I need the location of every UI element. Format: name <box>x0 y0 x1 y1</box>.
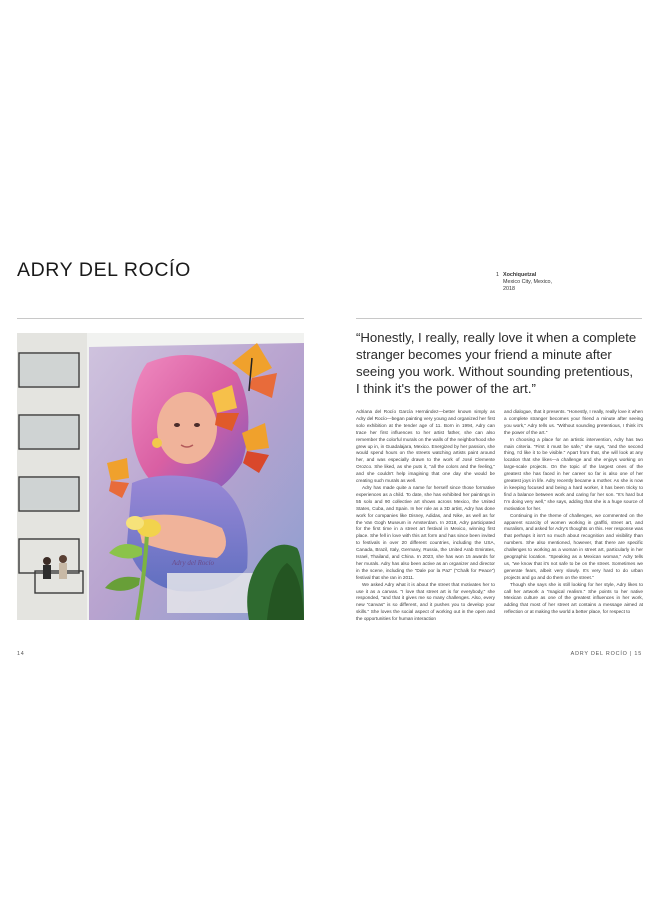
quote-line: I think it's the power of the art.” <box>356 381 536 396</box>
quote-line: “Honestly, I really, really love it when a complete <box>356 330 637 345</box>
body-column-1 <box>356 409 495 625</box>
artist-title: ADRY DEL ROCÍO <box>17 259 191 281</box>
pull-quote <box>356 329 642 397</box>
mural-photo <box>17 333 304 620</box>
caption-location: Mexico City, Mexico, <box>503 279 553 285</box>
running-footer-right: ADRY DEL ROCÍO | 15 <box>570 651 642 657</box>
balcony-glass <box>20 354 78 510</box>
caption-year: 2018 <box>503 286 515 292</box>
paragraph: and dialogue, that it presents. "Honestly, I really, really love it when a complete stranger becomes your friend a minute after seeing you work," Adry tells us. "Without sounding pretentious, I think it's the power of the art." <box>504 409 643 435</box>
paragraph: Though she says she is still looking for her style, Adry likes to call her artwork a "magical realism." She points to her native Mexican culture as one of the greatest influences in her work, adding that most of her street art contains a message aimed at reflection or at making the world a better place, for respect to <box>504 581 643 615</box>
paragraph: In choosing a place for an artistic intervention, Adry has two main criteria. "First it must be safe," she says, "and the second thing, I'd like it to be visible." Apart from that, she will look at any location that she likes—a challenge and she enjoys working on large-scale projects. On the topic of the largest ones of the greatest she has faced in her career so far is also one of her greatest joys in life. Adry recently became a mother. As she is now in keeping focused and being a hard worker, it has been tricky to find a balance between work and caring for her son. "It's hard but I'm doing very well," she says, adding that she is a huge source of motivation for her. <box>504 436 643 511</box>
left-divider <box>17 318 304 319</box>
paragraph: Adriana del Rocío García Hernández—better known simply as Adry del Rocío—began painting very young and organized her first solo exhibition at the tender age of 11. Born in 1994, Adry can trace her first influences to her artist father, she can also remember the colorful murals on the walls of the neighborhood she grew up in, in Guadalajara, Mexico. Energized by her passion, she would spend hours on the streets watching artists paint around her, and was especially drawn to the work of José Clemente Orozco. She liked, as she puts it, "all the colors and the feeling," and she couldn't help imagining that one day she would be creating such murals as well. <box>356 409 495 484</box>
page-number-left: 14 <box>17 651 25 657</box>
body-column-2 <box>504 409 643 625</box>
paragraph: Adry has made quite a name for herself since those formative experiences as a child. To date, she has exhibited her paintings in 55 solo and 90 collective art shows across Mexico, the United States, Cuba, and Spain. In her role as a 3D artist, Adry has done work for companies like Disney, Adidas, and Nike, as well as for the Van Gogh Museum in Amsterdam. In 2018, Adry participated for the first time in a street art festival in Mexico, winning first place. She fell in love with this art form and has since been invited to festivals in over 20 different countries, including the USA, Canada, Brazil, Italy, Germany, Russia, the United Arab Emirates, Israel, Thailand, and China. In 2023, she has won 15 awards for her murals. Adry has also been active as an organizer and director in the scene, including the "Dale por la Paz" ("Chalk for Peace") festival that she ran in 2011. <box>356 484 495 580</box>
paragraph: We asked Adry what it is about the street that motivates her to use it as a canvas. "I love that street art is for everybody," she responded, "and that it gives me so many challenges. Also, every new "canvas" is so different, and it pushes you to develop your skills." She loves the social aspect of working out in the open and the opportunities for human interaction <box>356 581 495 622</box>
quote-line: stranger becomes your friend a minute after <box>356 347 612 362</box>
earring <box>152 438 162 448</box>
paragraph: Continuing in the theme of challenges, we commented on the apparent scarcity of women working in graffiti, street art, and muralism, and asked for Adry's thoughts on this. Her response was that perhaps it isn't so much about recognition and visibility than numbers. She also mentioned, however, that there are specific challenges to working as a woman in street art, particularly in her geographic location. "Speaking as a Mexican woman," Adry tells us, "we know that it's not safe to be on the street. Sometimes we generate fears, albeit very slowly. It's very hard to do urban projects and go and do them on the street." <box>504 512 643 580</box>
girl-face <box>157 392 217 464</box>
mural-illustration <box>17 333 304 620</box>
caption-number: 1 <box>496 272 499 278</box>
caption-title: Xochiquetzal <box>503 272 537 278</box>
mural-signature: Adry del Rocío <box>172 559 214 567</box>
quote-line: seeing you work. Without sounding pretentious, <box>356 364 634 379</box>
image-caption <box>496 272 633 293</box>
right-divider <box>356 318 642 319</box>
